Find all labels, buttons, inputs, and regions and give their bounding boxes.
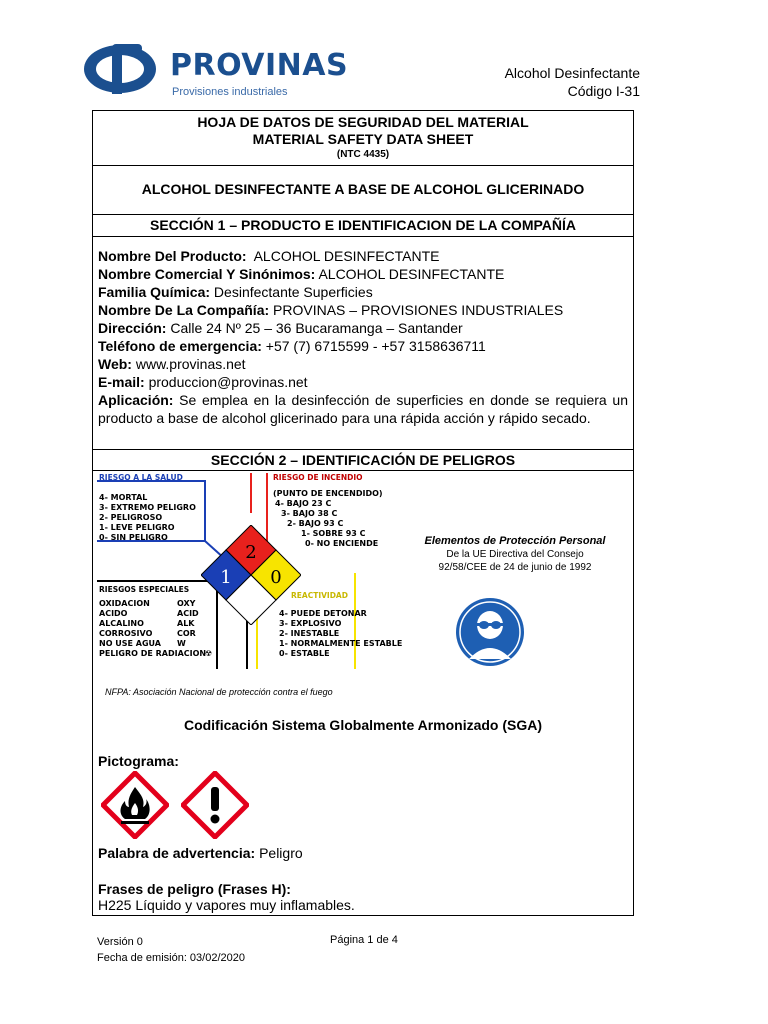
sheet-title-es: HOJA DE DATOS DE SEGURIDAD DEL MATERIAL [197, 114, 529, 130]
nfpa-note: NFPA: Asociación Nacional de protección contra el fuego [105, 687, 333, 697]
flame-icon [101, 771, 169, 839]
nfpa-diagram [97, 473, 407, 673]
nfpa-health-title: RIESGO A LA SALUD [99, 473, 183, 482]
section-1-heading: SECCIÓN 1 – PRODUCTO E IDENTIFICACION DE LA COMPAÑÍA [93, 215, 633, 237]
footer-left [97, 934, 245, 966]
ppe-title: Elementos de Protección Personal [424, 535, 606, 547]
sheet-title-block [93, 111, 633, 166]
brand-subtitle: Provisiones industriales [172, 86, 288, 98]
document-code: Código I-31 [567, 83, 640, 99]
field-emergency-phone: Teléfono de emergencia: +57 (7) 6715599 - +57 3158636711 [98, 338, 486, 354]
nfpa-health-levels: 4- MORTAL 3- EXTREMO PELIGRO 2- PELIGROSO 1- LEVE PELIGRO 0- SIN PELIGRO [99, 493, 196, 542]
nfpa-reactivity-levels: 4- PUEDE DETONAR 3- EXPLOSIVO 2- INESTABLE 1- NORMALMENTE ESTABLE 0- ESTABLE [279, 609, 403, 658]
nfpa-fire-levels: 4- BAJO 23 C 3- BAJO 38 C 2- BAJO 93 C 1- SOBRE 93 C 0- NO ENCIENDE [275, 499, 379, 548]
footer-version: Versión 0 [97, 936, 143, 948]
field-email: E-mail: produccion@provinas.net [98, 374, 308, 390]
field-application: Aplicación: Se emplea en la desinfección de superficies en donde se requiera un producto a base de alcohol glicerinado para una rápida acción y rápido secado. [98, 392, 628, 426]
footer-issue-date: Fecha de emisión: 03/02/2020 [97, 952, 245, 964]
nfpa-special-title: RIESGOS ESPECIALES [99, 585, 190, 594]
exclamation-icon [181, 771, 249, 839]
hazard-phrases-label: Frases de peligro (Frases H): [98, 881, 291, 897]
nfpa-fire-value: 2 [245, 542, 257, 563]
field-trade-name: Nombre Comercial Y Sinónimos: ALCOHOL DESINFECTANTE [98, 266, 505, 282]
nfpa-health-value: 1 [220, 567, 232, 588]
ppe-directive-date: 92/58/CEE de 24 de junio de 1992 [438, 562, 592, 573]
field-address: Dirección: Calle 24 Nº 25 – 36 Bucaramanga – Santander [98, 320, 463, 336]
signal-word: Palabra de advertencia: Peligro [98, 845, 303, 861]
ppe-directive: De la UE Directiva del Consejo [446, 549, 584, 560]
hazard-phrase: H225 Líquido y vapores muy inflamables. [98, 897, 355, 913]
nfpa-reactivity-title: REACTIVIDAD [291, 591, 348, 600]
goggles-mask-icon [455, 597, 525, 667]
field-product-name: Nombre Del Producto: ALCOHOL DESINFECTANTE [98, 248, 440, 264]
provinas-logo-mark-icon [82, 42, 160, 96]
field-web: Web: www.provinas.net [98, 356, 246, 372]
ppe-info [405, 535, 625, 574]
nfpa-fire-subtitle: (PUNTO DE ENCENDIDO) [273, 489, 383, 498]
nfpa-special-names: OXIDACION ACIDO ALCALINO CORROSIVO NO USE AGUA PELIGRO DE RADIACION [99, 599, 207, 658]
safety-sheet-box [92, 110, 634, 916]
product-heading: ALCOHOL DESINFECTANTE A BASE DE ALCOHOL GLICERINADO [93, 166, 633, 215]
footer-page-number: Página 1 de 4 [330, 934, 398, 946]
sga-title: Codificación Sistema Globalmente Armonizado (SGA) [183, 717, 543, 733]
sheet-standard: (NTC 4435) [336, 149, 390, 160]
section-1-body [98, 247, 628, 427]
nfpa-fire-title: RIESGO DE INCENDIO [273, 473, 363, 482]
nfpa-reactivity-value: 0 [270, 567, 282, 588]
pictogram-label: Pictograma: [98, 753, 179, 769]
section-2-heading: SECCIÓN 2 – IDENTIFICACIÓN DE PELIGROS [93, 449, 633, 471]
brand-name: PROVINAS [170, 48, 349, 83]
nfpa-special-codes: OXY ACID ALK COR W ☢ [177, 599, 213, 658]
provinas-logo [82, 40, 352, 102]
field-chemical-family: Familia Química: Desinfectante Superficies [98, 284, 373, 300]
document-meta [505, 64, 640, 100]
sheet-title-en: MATERIAL SAFETY DATA SHEET [252, 131, 474, 147]
document-name: Alcohol Desinfectante [504, 65, 640, 81]
field-company-name: Nombre De La Compañía: PROVINAS – PROVISIONES INDUSTRIALES [98, 302, 564, 318]
